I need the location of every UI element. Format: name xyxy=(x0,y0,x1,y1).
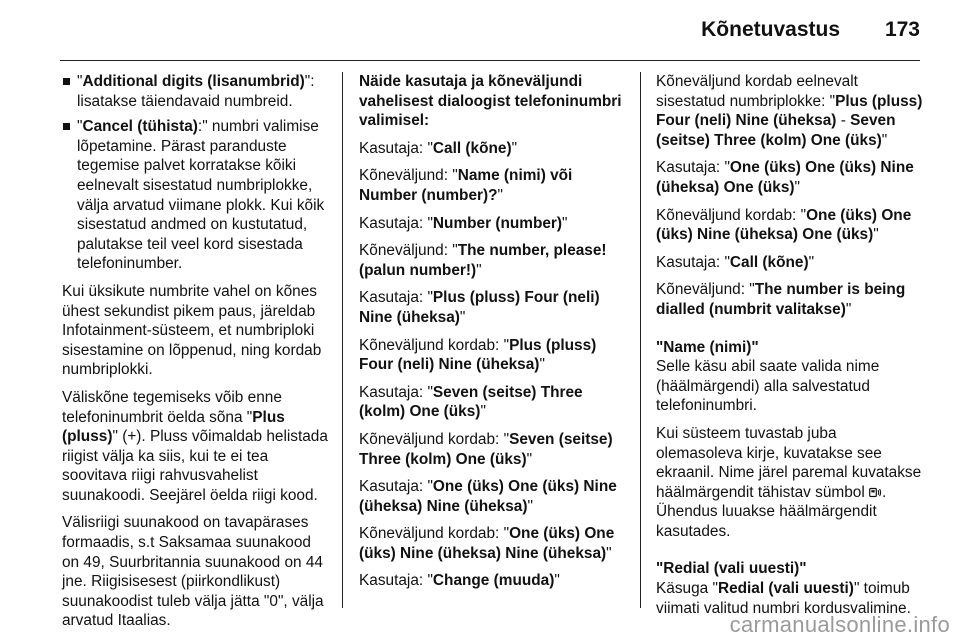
redial-command-description: Käsuga "Redial (vali uuesti)" toimub viimati valitud numbri kordusvalimine. xyxy=(656,580,911,617)
command-list xyxy=(62,72,328,274)
paragraph-pause: Kui üksikute numbrite vahel on kõnes ühest sekundist pikem paus, järeldab Infotainment-süsteem, et numbriploki sisestamine on lõppenud, ning kordab numbriplokki. xyxy=(62,282,322,379)
name-command-description: Selle käsu abil saate valida nime (häälmärgendi) alla salvestatud telefoninumbri. xyxy=(656,358,880,415)
dialog-line: Kasutaja: "One (üks) One (üks) Nine (üheksa) One (üks)" xyxy=(656,159,914,196)
column-divider-1 xyxy=(342,72,343,608)
dialog-lines-continued xyxy=(656,158,926,319)
redial-command-heading: "Redial (vali uuesti)" xyxy=(656,560,807,578)
column-divider-2 xyxy=(640,72,641,608)
dialog-line: Kõneväljund kordab: "Plus (pluss) Four (neli) Nine (üheksa)" xyxy=(359,336,597,374)
column-2 xyxy=(359,72,629,599)
section-title: Kõnetuvastus xyxy=(701,18,840,41)
name-command-detail: Kui süsteem tuvastab juba olemasoleva kirje, kuvatakse see ekraanil. Nime järel paremal kuvatakse häälmärgendit tähistav sümbol . Ühendus luuakse häälmärgendit kasutades. xyxy=(656,424,922,540)
list-item-cancel: "Cancel (tühista):" numbri valimise lõpetamine. Pärast paranduste tegemise palvet korratakse kõiki eelnevalt sisestatud numbriplokke, välja arvatud viimane plokk. Kui kõik sisestatud andmed on kustutatud, palutakse teil veel kord sisestada telefoninumber. xyxy=(62,117,328,274)
paragraph-plus: Väliskõne tegemiseks võib enne telefoninumbrit öelda sõna "Plus (pluss)" (+). Pluss võimaldab helistada riigist välja ka siis, kui te ei tea soovitava riigi rahvusvahelist suunakoodi. Seejärel öelda riigi kood. xyxy=(62,388,328,504)
page-header xyxy=(0,0,960,62)
dialog-line: Kasutaja: "Change (muuda)" xyxy=(359,572,560,590)
dialog-line: Kasutaja: "Number (number)" xyxy=(359,214,568,232)
dialog-line: Kõneväljund: "The number, please! (palun number!)" xyxy=(359,242,607,279)
dialog-example-heading: Näide kasutaja ja kõneväljundi vahelisest dialoogist telefoninumbri valimisel: xyxy=(359,73,622,130)
dialog-lines xyxy=(359,139,629,591)
dialog-line: Kasutaja: "Seven (seitse) Three (kolm) One (üks)" xyxy=(359,383,583,421)
dialog-line: Kõneväljund kordab: "Seven (seitse) Three (kolm) One (üks)" xyxy=(359,430,613,468)
name-command-heading: "Name (nimi)" xyxy=(656,338,759,356)
page-number: 173 xyxy=(884,18,920,41)
dialog-line: Kõneväljund kordab: "One (üks) One (üks) Nine (üheksa) One (üks)" xyxy=(656,206,912,244)
dialog-line: Kõneväljund: "Name (nimi) või Number (number)?" xyxy=(359,167,573,204)
dialog-line: Kõneväljund: "The number is being dialled (numbrit valitakse)" xyxy=(656,281,906,318)
dialog-line: Kasutaja: "One (üks) One (üks) Nine (üheksa) Nine (üheksa)" xyxy=(359,478,617,515)
column-1 xyxy=(62,72,328,639)
header-rule xyxy=(60,60,920,61)
dialog-line: Kasutaja: "Call (kõne)" xyxy=(656,253,815,271)
list-item-additional-digits: "Additional digits (lisanumbrid)": lisatakse täiendavaid numbreid. xyxy=(62,72,328,111)
voice-tag-icon xyxy=(869,484,882,495)
dialog-line-repeat-blocks: Kõneväljund kordab eelnevalt sisestatud numbriplokke: "Plus (pluss) Four (neli) Nine (üheksa) - Seven (seitse) Three (kolm) One (üks)" xyxy=(656,73,923,149)
watermark: carmanualsonline.info xyxy=(729,612,950,637)
dialog-line: Kasutaja: "Call (kõne)" xyxy=(359,139,518,157)
dialog-line: Kasutaja: "Plus (pluss) Four (neli) Nine (üheksa)" xyxy=(359,289,600,326)
column-3 xyxy=(656,72,926,626)
dialog-line: Kõneväljund kordab: "One (üks) One (üks) Nine (üheksa) Nine (üheksa)" xyxy=(359,525,615,562)
paragraph-country-code: Välisriigi suunakood on tavapärases formaadis, s.t Saksamaa suunakood on 49, Suurbritannia suunakood on 44 jne. Riigisisesest (piirkondlikust) suunakoodist tuleb välja jätta "0", välja arvatud Itaalias. xyxy=(62,514,324,630)
